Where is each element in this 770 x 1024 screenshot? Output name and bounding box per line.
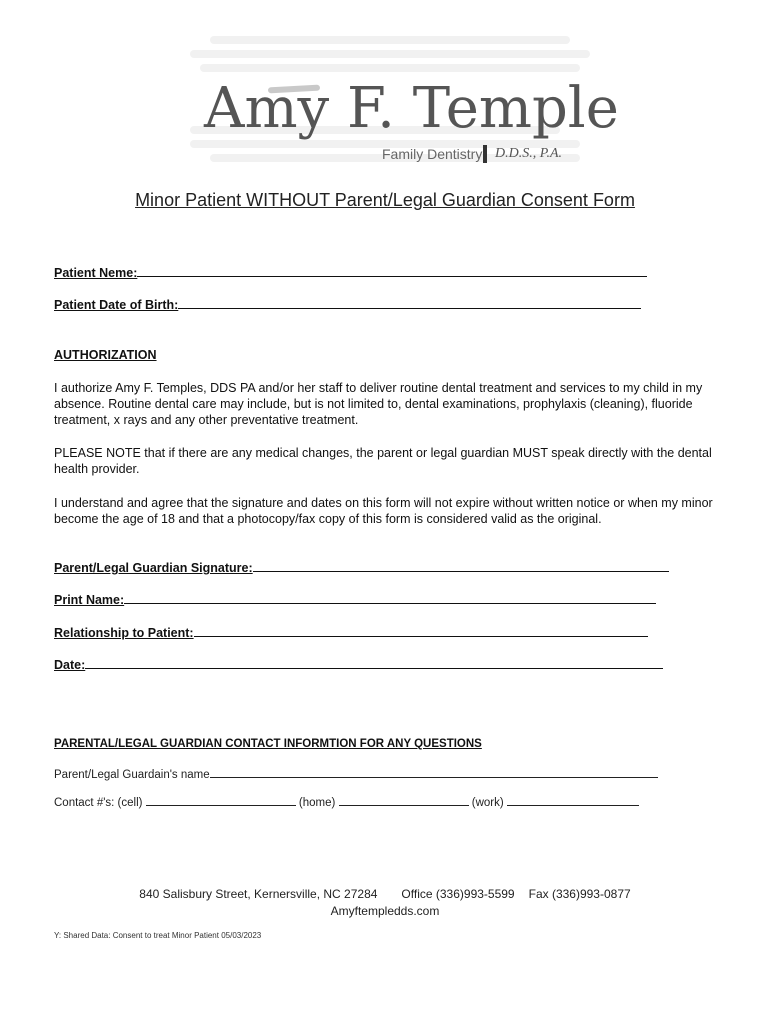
signature-field[interactable]	[54, 561, 669, 575]
patient-name-label: Patient Neme:	[54, 266, 138, 280]
authorization-paragraph: I authorize Amy F. Temples, DDS PA and/or her staff to deliver routine dental treatment and services to my child in my absence. Routine dental care may include, but is not limited to, dental examinations, prophylaxis (cleaning), fluoride treatment, x rays and any other preventative treatment.	[54, 381, 703, 427]
file-path-note: Y: Shared Data: Consent to treat Minor Patient 05/03/2023	[54, 931, 262, 940]
signature-label: Parent/Legal Guardian Signature:	[54, 561, 253, 575]
work-input-line[interactable]	[507, 804, 639, 806]
footer-office: Office (336)993-5599	[401, 887, 515, 901]
authorization-heading: AUTHORIZATION	[54, 348, 157, 362]
home-input-line[interactable]	[339, 804, 469, 806]
guardian-name-field[interactable]	[54, 769, 658, 781]
patient-name-field[interactable]	[54, 266, 647, 280]
guardian-name-label: Parent/Legal Guardain's name	[54, 769, 210, 781]
print-name-label: Print Name:	[54, 593, 125, 607]
form-title: Minor Patient WITHOUT Parent/Legal Guardian Consent Form	[135, 190, 635, 210]
patient-dob-label: Patient Date of Birth:	[54, 298, 179, 312]
agreement-paragraph: I understand and agree that the signature and dates on this form will not expire without written notice or when my minor become the age of 18 and that a photocopy/fax copy of this form is considered valid as the original.	[54, 496, 713, 526]
practice-logo	[190, 28, 619, 168]
contact-home-label: (home)	[298, 797, 336, 809]
footer-address: 840 Salisbury Street, Kernersville, NC 27284	[139, 887, 378, 901]
relationship-field[interactable]	[54, 626, 648, 640]
note-paragraph: PLEASE NOTE that if there are any medical changes, the parent or legal guardian MUST speak directly with the dental health provider.	[54, 446, 712, 476]
logo-name: Amy F. Temple	[204, 76, 619, 141]
contact-numbers-field[interactable]	[54, 797, 639, 809]
logo-divider	[483, 145, 487, 163]
relationship-label: Relationship to Patient:	[54, 626, 194, 640]
patient-dob-field[interactable]	[54, 298, 641, 312]
logo-practice: Family Dentistry	[382, 146, 483, 162]
cell-input-line[interactable]	[146, 804, 296, 806]
contact-heading: PARENTAL/LEGAL GUARDIAN CONTACT INFORMTION FOR ANY QUESTIONS	[54, 738, 482, 750]
footer-address-line	[0, 887, 770, 901]
contact-work-label: (work)	[471, 797, 504, 809]
contact-cell-label: Contact #'s: (cell)	[54, 797, 143, 809]
date-label: Date:	[54, 658, 86, 672]
date-field[interactable]	[54, 658, 663, 672]
logo-credentials: D.D.S., P.A.	[495, 146, 563, 161]
print-name-field[interactable]	[54, 593, 656, 607]
footer-website: Amyftempledds.com	[330, 904, 440, 918]
footer-fax: Fax (336)993-0877	[528, 887, 631, 901]
